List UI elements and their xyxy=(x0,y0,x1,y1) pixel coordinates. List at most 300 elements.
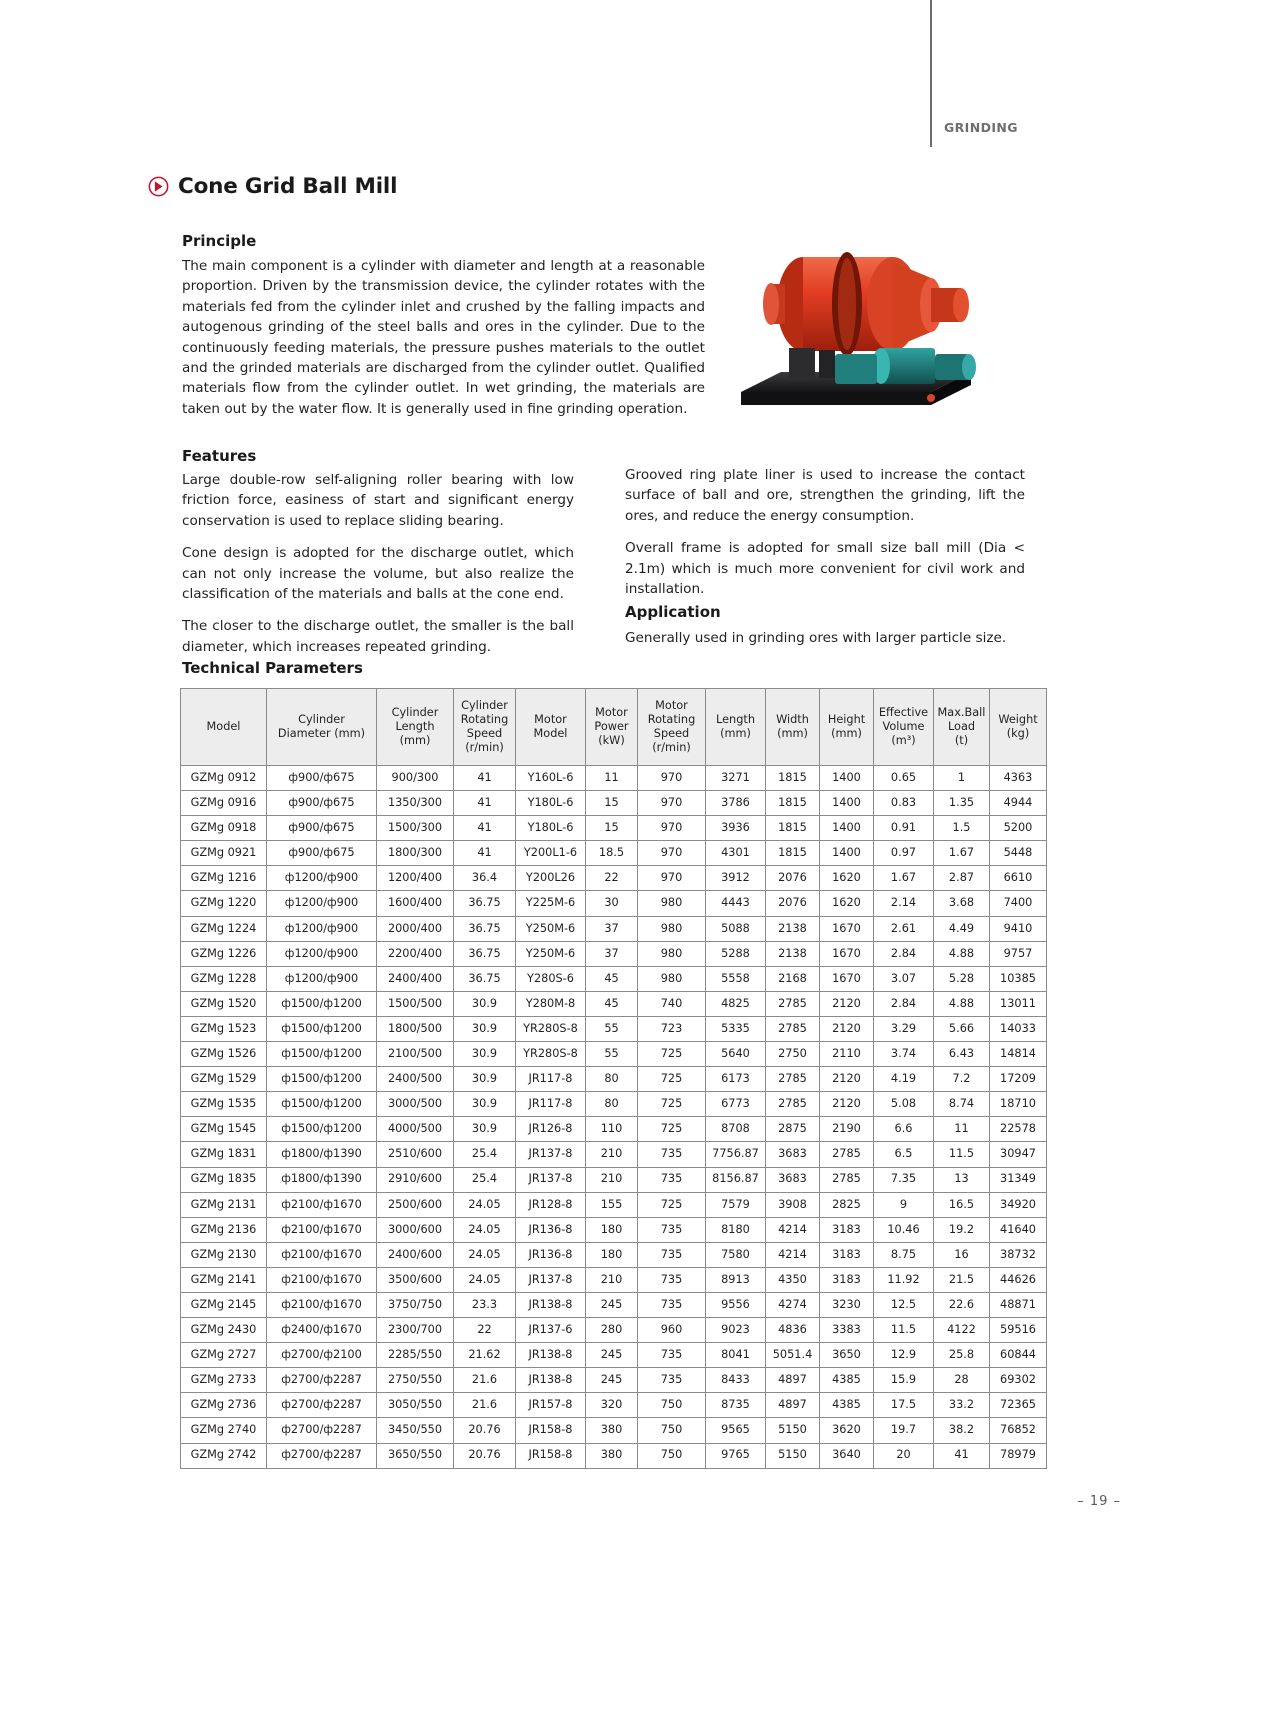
column-header-line: Diameter (mm) xyxy=(277,727,366,740)
column-header-1 xyxy=(267,689,377,766)
table-cell: ф2700/ф2287 xyxy=(267,1418,377,1443)
cell-model: GZMg 2145 xyxy=(181,1292,267,1317)
table-cell: 16 xyxy=(934,1242,990,1267)
table-cell: 2785 xyxy=(766,1016,820,1041)
table-cell: 970 xyxy=(638,766,706,791)
table-cell: 245 xyxy=(586,1292,638,1317)
column-header-line: (m³) xyxy=(891,734,916,748)
table-cell: 4301 xyxy=(706,841,766,866)
table-cell: 0.97 xyxy=(874,841,934,866)
table-cell: ф2100/ф1670 xyxy=(267,1217,377,1242)
table-row xyxy=(181,1418,1047,1443)
table-cell: ф2100/ф1670 xyxy=(267,1267,377,1292)
table-cell: 0.65 xyxy=(874,766,934,791)
table-cell: 2.87 xyxy=(934,866,990,891)
table-cell: 155 xyxy=(586,1192,638,1217)
table-cell: 24.05 xyxy=(454,1267,516,1292)
table-cell: 2400/500 xyxy=(377,1067,454,1092)
feature-paragraph: Grooved ring plate liner is used to increase the contact surface of ball and ore, strengthen the grinding, lift the ores, and reduce the energy consumption. xyxy=(625,467,1025,524)
table-cell: ф1500/ф1200 xyxy=(267,1067,377,1092)
column-header-line: Model xyxy=(206,719,241,733)
page-title: Cone Grid Ball Mill xyxy=(178,174,398,199)
column-header-line: Rotating xyxy=(460,712,509,726)
table-cell: 24.05 xyxy=(454,1192,516,1217)
column-header-line: (kg) xyxy=(1006,727,1030,740)
table-cell: 80 xyxy=(586,1067,638,1092)
table-cell: 2785 xyxy=(766,991,820,1016)
table-cell: 8.74 xyxy=(934,1092,990,1117)
table-cell: JR126-8 xyxy=(516,1117,586,1142)
table-cell: 19.2 xyxy=(934,1217,990,1242)
table-cell: Y250M-6 xyxy=(516,941,586,966)
table-cell: 13011 xyxy=(990,991,1047,1016)
column-header-line: Rotating xyxy=(647,712,696,726)
table-cell: 1.35 xyxy=(934,791,990,816)
table-cell: 750 xyxy=(638,1393,706,1418)
table-cell: 12.9 xyxy=(874,1343,934,1368)
cell-model: GZMg 0912 xyxy=(181,766,267,791)
table-cell: 25.4 xyxy=(454,1167,516,1192)
table-cell: 30.9 xyxy=(454,1067,516,1092)
table-cell: 1400 xyxy=(820,766,874,791)
table-cell: 2138 xyxy=(766,941,820,966)
table-row xyxy=(181,1393,1047,1418)
table-cell: 280 xyxy=(586,1318,638,1343)
table-cell: 3936 xyxy=(706,816,766,841)
table-cell: 725 xyxy=(638,1042,706,1067)
table-cell: 3650 xyxy=(820,1343,874,1368)
table-cell: 2825 xyxy=(820,1192,874,1217)
table-cell: JR158-8 xyxy=(516,1418,586,1443)
table-cell: 2400/600 xyxy=(377,1242,454,1267)
features-left-column xyxy=(182,470,574,657)
column-header-line: (t) xyxy=(954,734,969,748)
column-header-line: Length xyxy=(716,712,755,726)
table-cell: 5640 xyxy=(706,1042,766,1067)
table-cell: 2076 xyxy=(766,891,820,916)
table-cell: 735 xyxy=(638,1267,706,1292)
table-cell: Y200L1-6 xyxy=(516,841,586,866)
table-cell: 80 xyxy=(586,1092,638,1117)
table-cell: 9556 xyxy=(706,1292,766,1317)
table-cell: 78979 xyxy=(990,1443,1047,1468)
table-row xyxy=(181,1016,1047,1041)
table-cell: 12.5 xyxy=(874,1292,934,1317)
table-cell: 0.83 xyxy=(874,791,934,816)
cell-model: GZMg 1529 xyxy=(181,1067,267,1092)
table-cell: ф1200/ф900 xyxy=(267,966,377,991)
table-cell: 30.9 xyxy=(454,1117,516,1142)
table-cell: 4944 xyxy=(990,791,1047,816)
column-header-9 xyxy=(820,689,874,766)
column-header-12 xyxy=(990,689,1047,766)
table-cell: 725 xyxy=(638,1067,706,1092)
table-row xyxy=(181,1192,1047,1217)
column-header-5 xyxy=(586,689,638,766)
column-header-line: Motor xyxy=(595,705,628,719)
table-cell: 15 xyxy=(586,791,638,816)
column-header-line: (mm) xyxy=(720,727,751,740)
table-cell: Y250M-6 xyxy=(516,916,586,941)
cell-model: GZMg 1831 xyxy=(181,1142,267,1167)
table-cell: 750 xyxy=(638,1418,706,1443)
table-cell: ф2700/ф2287 xyxy=(267,1393,377,1418)
table-cell: 180 xyxy=(586,1242,638,1267)
table-cell: 3183 xyxy=(820,1242,874,1267)
table-row xyxy=(181,1092,1047,1117)
cell-model: GZMg 1224 xyxy=(181,916,267,941)
table-cell: 4000/500 xyxy=(377,1117,454,1142)
table-cell: 6.6 xyxy=(874,1117,934,1142)
table-row xyxy=(181,766,1047,791)
table-cell: 740 xyxy=(638,991,706,1016)
table-cell: 21.62 xyxy=(454,1343,516,1368)
cell-model: GZMg 1523 xyxy=(181,1016,267,1041)
table-cell: 4443 xyxy=(706,891,766,916)
table-cell: 1800/300 xyxy=(377,841,454,866)
table-cell: 4.19 xyxy=(874,1067,934,1092)
table-cell: 180 xyxy=(586,1217,638,1242)
cell-model: GZMg 1220 xyxy=(181,891,267,916)
table-cell: 5.28 xyxy=(934,966,990,991)
table-cell: 735 xyxy=(638,1292,706,1317)
cell-model: GZMg 1228 xyxy=(181,966,267,991)
cell-model: GZMg 2130 xyxy=(181,1242,267,1267)
table-cell: 3000/500 xyxy=(377,1092,454,1117)
table-cell: 210 xyxy=(586,1267,638,1292)
table-cell: 28 xyxy=(934,1368,990,1393)
table-cell: 3271 xyxy=(706,766,766,791)
table-cell: JR138-8 xyxy=(516,1292,586,1317)
table-cell: YR280S-8 xyxy=(516,1042,586,1067)
cell-model: GZMg 0921 xyxy=(181,841,267,866)
table-cell: 22 xyxy=(586,866,638,891)
table-cell: ф2100/ф1670 xyxy=(267,1242,377,1267)
table-row xyxy=(181,1167,1047,1192)
cell-model: GZMg 2742 xyxy=(181,1443,267,1468)
table-cell: 4.88 xyxy=(934,991,990,1016)
column-header-line: Length xyxy=(395,719,435,733)
table-cell: 17.5 xyxy=(874,1393,934,1418)
table-cell: 8041 xyxy=(706,1343,766,1368)
table-cell: ф2700/ф2287 xyxy=(267,1443,377,1468)
table-cell: 735 xyxy=(638,1368,706,1393)
table-cell: ф900/ф675 xyxy=(267,766,377,791)
table-cell: 3.68 xyxy=(934,891,990,916)
table-cell: 45 xyxy=(586,991,638,1016)
table-cell: 3183 xyxy=(820,1217,874,1242)
table-cell: 10.46 xyxy=(874,1217,934,1242)
cell-model: GZMg 1545 xyxy=(181,1117,267,1142)
table-cell: 59516 xyxy=(990,1318,1047,1343)
table-row xyxy=(181,1343,1047,1368)
table-cell: 1620 xyxy=(820,891,874,916)
table-cell: ф1500/ф1200 xyxy=(267,1092,377,1117)
table-cell: 15 xyxy=(586,816,638,841)
principle-text: The main component is a cylinder with diameter and length at a reasonable proportion. Driven by the transmission device, the cylinder rotates with the materials fed from the cylinder inlet and crushed by the falling impacts and autogenous grinding of the steel balls and ores in the cylinder. Due to the continuously feeding materials, the pressure pushes materials to the outlet and the grinded materials are discharged from the cylinder outlet. Qualified materials flow from the cylinder outlet. In wet grinding, the materials are taken out by the water flow. It is generally used in fine grinding operation. xyxy=(182,258,705,417)
cell-model: GZMg 0916 xyxy=(181,791,267,816)
table-cell: 5200 xyxy=(990,816,1047,841)
column-header-line: (r/min) xyxy=(652,741,691,755)
table-cell: 5088 xyxy=(706,916,766,941)
table-cell: 2190 xyxy=(820,1117,874,1142)
cell-model: GZMg 2131 xyxy=(181,1192,267,1217)
column-header-7 xyxy=(706,689,766,766)
table-cell: 5288 xyxy=(706,941,766,966)
table-cell: 3383 xyxy=(820,1318,874,1343)
cell-model: GZMg 2141 xyxy=(181,1267,267,1292)
table-cell: 8156.87 xyxy=(706,1167,766,1192)
table-cell: 970 xyxy=(638,816,706,841)
table-cell: 1620 xyxy=(820,866,874,891)
table-cell: 55 xyxy=(586,1016,638,1041)
table-cell: 900/300 xyxy=(377,766,454,791)
table-cell: JR137-8 xyxy=(516,1167,586,1192)
application-text: Generally used in grinding ores with larger particle size. xyxy=(625,630,1007,646)
table-cell: 21.6 xyxy=(454,1368,516,1393)
cell-model: GZMg 2736 xyxy=(181,1393,267,1418)
table-cell: 41640 xyxy=(990,1217,1047,1242)
table-row xyxy=(181,866,1047,891)
table-cell: 23.3 xyxy=(454,1292,516,1317)
table-cell: JR157-8 xyxy=(516,1393,586,1418)
column-header-line: Load xyxy=(947,719,976,733)
table-cell: 1670 xyxy=(820,941,874,966)
table-cell: 725 xyxy=(638,1192,706,1217)
table-cell: 2910/600 xyxy=(377,1167,454,1192)
table-cell: 22 xyxy=(454,1318,516,1343)
table-cell: 22578 xyxy=(990,1117,1047,1142)
table-cell: 3640 xyxy=(820,1443,874,1468)
cell-model: GZMg 2733 xyxy=(181,1368,267,1393)
table-cell: 2200/400 xyxy=(377,941,454,966)
technical-parameters-table xyxy=(180,688,1047,1469)
table-cell: 5448 xyxy=(990,841,1047,866)
table-cell: JR136-8 xyxy=(516,1217,586,1242)
table-cell: 3912 xyxy=(706,866,766,891)
table-cell: 20 xyxy=(874,1443,934,1468)
table-cell: 1815 xyxy=(766,841,820,866)
table-cell: 3650/550 xyxy=(377,1443,454,1468)
table-row xyxy=(181,941,1047,966)
table-cell: JR117-8 xyxy=(516,1067,586,1092)
column-header-line: Effective xyxy=(878,705,929,719)
table-cell: 2120 xyxy=(820,1016,874,1041)
table-cell: 38.2 xyxy=(934,1418,990,1443)
table-cell: 30.9 xyxy=(454,1016,516,1041)
table-cell: 36.75 xyxy=(454,966,516,991)
circled-arrow-right-icon xyxy=(148,176,169,197)
table-cell: 7.2 xyxy=(934,1067,990,1092)
table-cell: JR138-8 xyxy=(516,1343,586,1368)
table-cell: Y180L-6 xyxy=(516,791,586,816)
table-cell: 4274 xyxy=(766,1292,820,1317)
table-row xyxy=(181,816,1047,841)
cell-model: GZMg 1520 xyxy=(181,991,267,1016)
table-cell: 1.67 xyxy=(934,841,990,866)
table-cell: 8180 xyxy=(706,1217,766,1242)
table-cell: 7579 xyxy=(706,1192,766,1217)
table-cell: 3.29 xyxy=(874,1016,934,1041)
table-cell: 36.4 xyxy=(454,866,516,891)
table-cell: 4122 xyxy=(934,1318,990,1343)
table-cell: ф1500/ф1200 xyxy=(267,1117,377,1142)
table-cell: 37 xyxy=(586,916,638,941)
table-cell: 980 xyxy=(638,966,706,991)
table-cell: 76852 xyxy=(990,1418,1047,1443)
column-header-2 xyxy=(377,689,454,766)
table-cell: 980 xyxy=(638,891,706,916)
column-header-0 xyxy=(181,689,267,766)
table-cell: 6.5 xyxy=(874,1142,934,1167)
table-cell: 11 xyxy=(586,766,638,791)
column-header-line: Cylinder xyxy=(298,712,345,726)
table-cell: 30.9 xyxy=(454,991,516,1016)
table-cell: 0.91 xyxy=(874,816,934,841)
table-cell: 15.9 xyxy=(874,1368,934,1393)
table-cell: 2500/600 xyxy=(377,1192,454,1217)
table-cell: 2138 xyxy=(766,916,820,941)
table-cell: 2750/550 xyxy=(377,1368,454,1393)
table-cell: JR136-8 xyxy=(516,1242,586,1267)
table-cell: Y225M-6 xyxy=(516,891,586,916)
table-cell: 750 xyxy=(638,1443,706,1468)
table-cell: 1400 xyxy=(820,816,874,841)
table-cell: 1500/300 xyxy=(377,816,454,841)
cell-model: GZMg 1835 xyxy=(181,1167,267,1192)
table-cell: JR138-8 xyxy=(516,1368,586,1393)
table-cell: 5.66 xyxy=(934,1016,990,1041)
table-cell: 1400 xyxy=(820,791,874,816)
feature-paragraph: Cone design is adopted for the discharge outlet, which can not only increase the volume, but also realize the classification of the materials and balls at the cone end. xyxy=(182,545,574,603)
column-header-line: Max.Ball xyxy=(937,705,986,719)
table-cell: 4214 xyxy=(766,1217,820,1242)
table-cell: 36.75 xyxy=(454,916,516,941)
table-cell: 210 xyxy=(586,1167,638,1192)
table-cell: 1400 xyxy=(820,841,874,866)
table-cell: 1815 xyxy=(766,816,820,841)
table-cell: 4.88 xyxy=(934,941,990,966)
column-header-line: Motor xyxy=(655,698,688,712)
table-cell: 735 xyxy=(638,1217,706,1242)
table-cell: 21.6 xyxy=(454,1393,516,1418)
column-header-line: Weight xyxy=(998,712,1038,726)
table-cell: 2100/500 xyxy=(377,1042,454,1067)
table-cell: 1.67 xyxy=(874,866,934,891)
column-header-line: (mm) xyxy=(777,727,808,740)
cell-model: GZMg 2136 xyxy=(181,1217,267,1242)
table-cell: 2785 xyxy=(820,1167,874,1192)
table-cell: 4897 xyxy=(766,1368,820,1393)
table-cell: 30947 xyxy=(990,1142,1047,1167)
table-cell: 2120 xyxy=(820,1092,874,1117)
table-cell: 41 xyxy=(454,766,516,791)
application-heading: Application xyxy=(625,603,721,621)
table-row xyxy=(181,966,1047,991)
table-cell: 1 xyxy=(934,766,990,791)
table-cell: 41 xyxy=(454,841,516,866)
table-cell: 380 xyxy=(586,1418,638,1443)
column-header-8 xyxy=(766,689,820,766)
table-cell: 970 xyxy=(638,791,706,816)
table-cell: ф900/ф675 xyxy=(267,841,377,866)
table-cell: 41 xyxy=(934,1443,990,1468)
column-header-4 xyxy=(516,689,586,766)
column-header-line: (r/min) xyxy=(465,741,504,755)
table-cell: 19.7 xyxy=(874,1418,934,1443)
table-cell: 24.05 xyxy=(454,1217,516,1242)
feature-paragraph: The closer to the discharge outlet, the smaller is the ball diameter, which increases repeated grinding. xyxy=(182,618,574,655)
table-cell: 41 xyxy=(454,816,516,841)
table-cell: 2.84 xyxy=(874,991,934,1016)
table-cell: 2300/700 xyxy=(377,1318,454,1343)
cell-model: GZMg 2430 xyxy=(181,1318,267,1343)
table-cell: 25.8 xyxy=(934,1343,990,1368)
table-cell: 8.75 xyxy=(874,1242,934,1267)
table-cell: 2400/400 xyxy=(377,966,454,991)
table-cell: 3620 xyxy=(820,1418,874,1443)
table-cell: 21.5 xyxy=(934,1267,990,1292)
technical-parameters-heading: Technical Parameters xyxy=(182,659,363,677)
table-cell: 4385 xyxy=(820,1368,874,1393)
table-cell: 8913 xyxy=(706,1267,766,1292)
cell-model: GZMg 2727 xyxy=(181,1343,267,1368)
table-cell: 723 xyxy=(638,1016,706,1041)
table-cell: ф900/ф675 xyxy=(267,791,377,816)
table-body xyxy=(181,766,1047,1469)
table-row xyxy=(181,1217,1047,1242)
table-cell: 9565 xyxy=(706,1418,766,1443)
table-cell: 8735 xyxy=(706,1393,766,1418)
table-row xyxy=(181,1042,1047,1067)
table-row xyxy=(181,1368,1047,1393)
table-cell: 7400 xyxy=(990,891,1047,916)
page-number: – 19 – xyxy=(1077,1494,1121,1509)
table-row xyxy=(181,1117,1047,1142)
table-cell: 34920 xyxy=(990,1192,1047,1217)
table-cell: 4825 xyxy=(706,991,766,1016)
table-cell: 3230 xyxy=(820,1292,874,1317)
table-cell: 1600/400 xyxy=(377,891,454,916)
table-cell: 4385 xyxy=(820,1393,874,1418)
table-cell: 2785 xyxy=(820,1142,874,1167)
table-cell: 5150 xyxy=(766,1418,820,1443)
column-header-11 xyxy=(934,689,990,766)
table-cell: 970 xyxy=(638,866,706,891)
table-cell: 2750 xyxy=(766,1042,820,1067)
table-cell: 7580 xyxy=(706,1242,766,1267)
table-header xyxy=(181,689,1047,766)
table-row xyxy=(181,991,1047,1016)
header-section-label: GRINDING xyxy=(944,120,1018,135)
table-cell: 725 xyxy=(638,1092,706,1117)
table-row xyxy=(181,1242,1047,1267)
table-cell: 48871 xyxy=(990,1292,1047,1317)
table-cell: 2875 xyxy=(766,1117,820,1142)
product-photo xyxy=(735,222,983,428)
column-header-line: (mm) xyxy=(831,727,862,740)
table-cell: 45 xyxy=(586,966,638,991)
cell-model: GZMg 1526 xyxy=(181,1042,267,1067)
table-cell: 1670 xyxy=(820,966,874,991)
table-cell: 4.49 xyxy=(934,916,990,941)
column-header-line: Speed xyxy=(466,727,503,740)
table-cell: ф1200/ф900 xyxy=(267,891,377,916)
column-header-6 xyxy=(638,689,706,766)
table-cell: 7.35 xyxy=(874,1167,934,1192)
header-divider-rule xyxy=(930,0,932,147)
table-cell: 11 xyxy=(934,1117,990,1142)
